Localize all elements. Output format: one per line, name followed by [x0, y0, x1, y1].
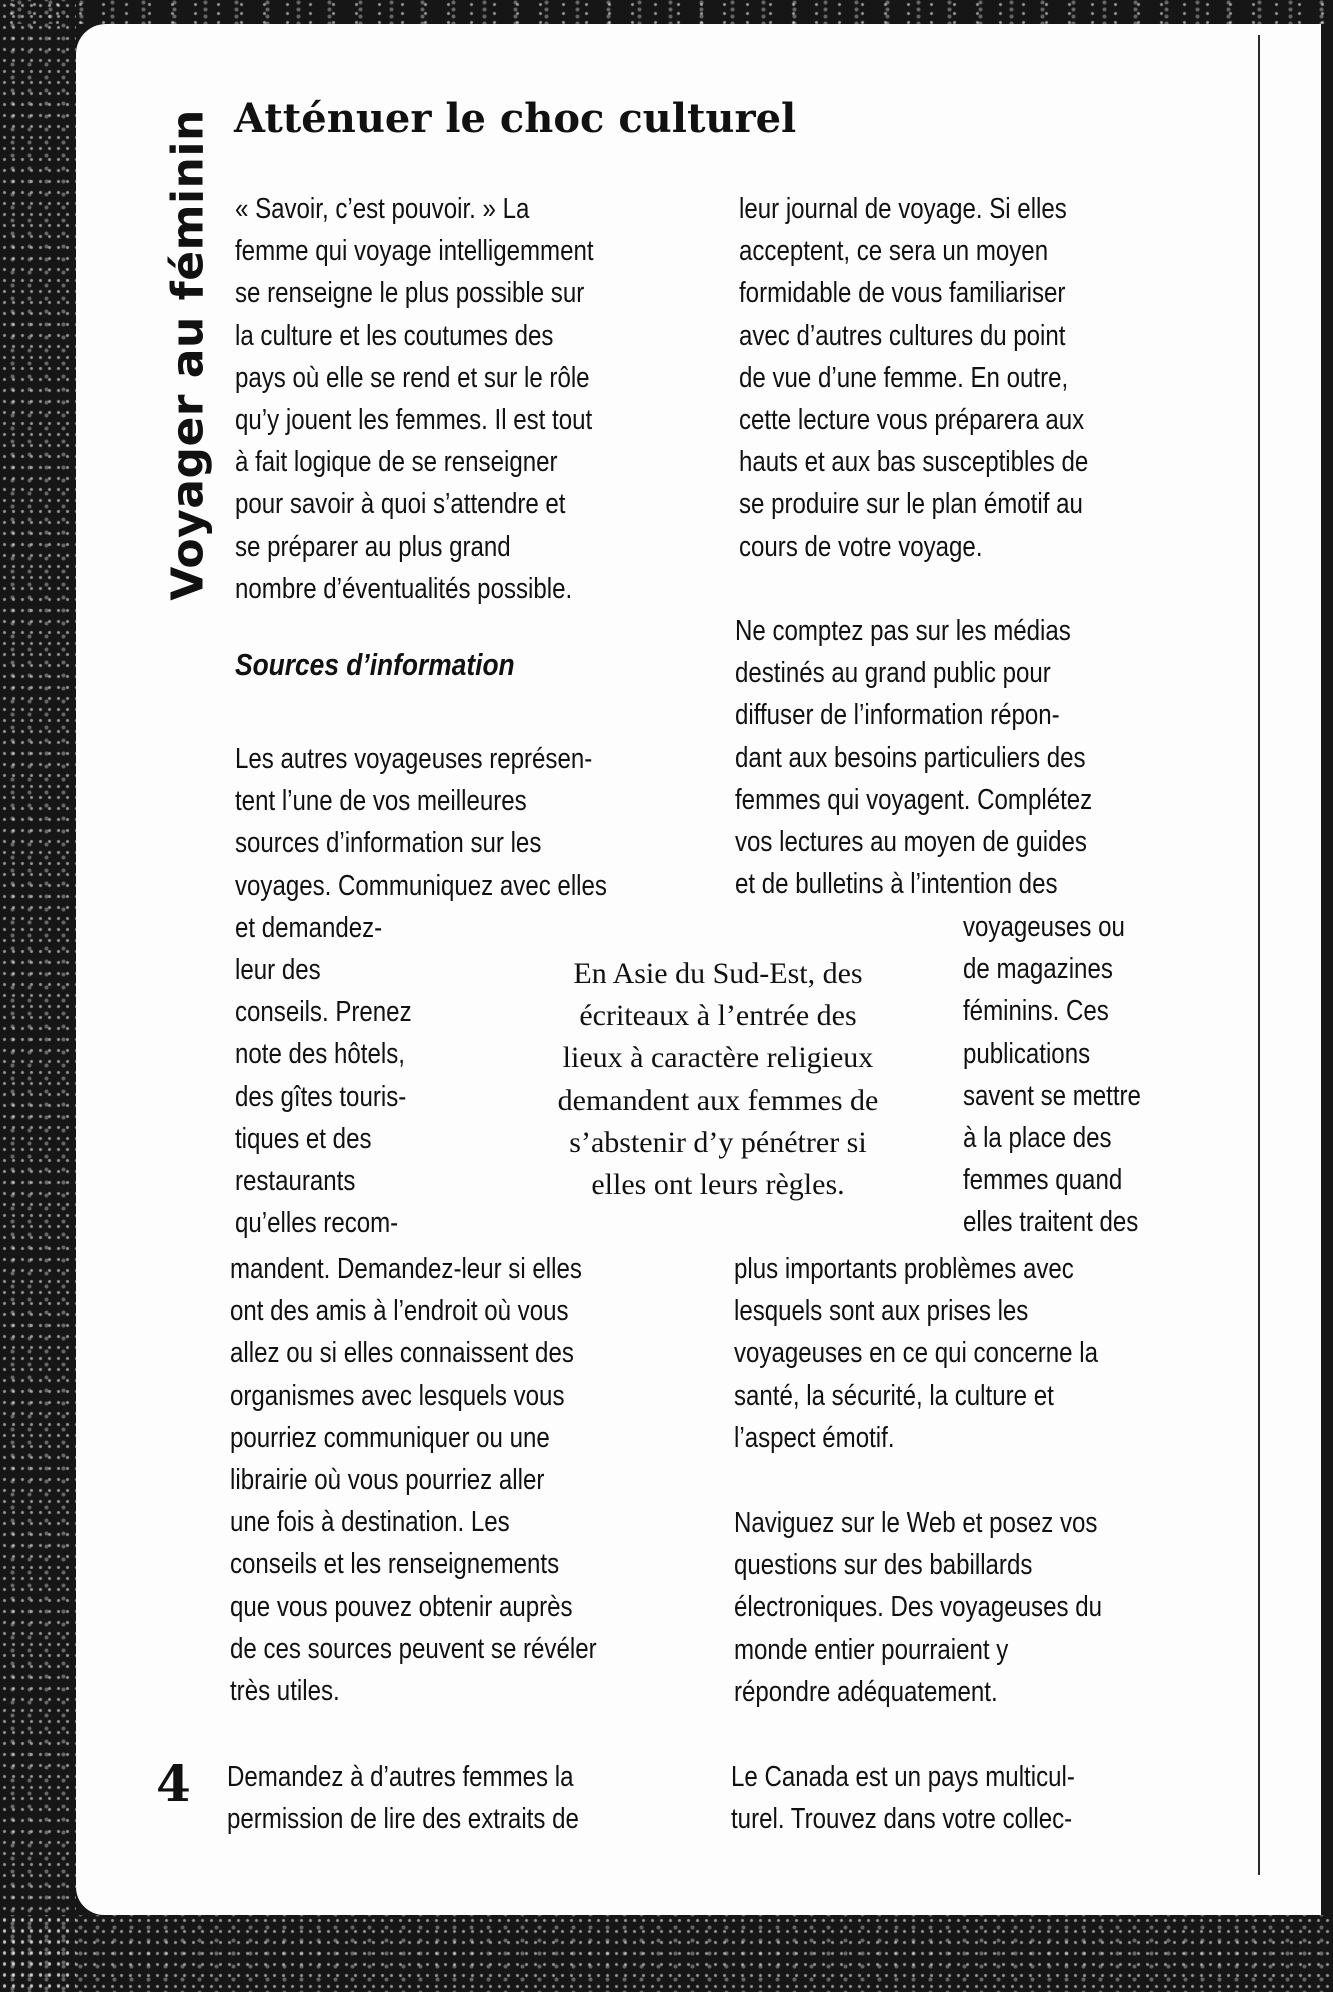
journal-paragraph: Demandez à d’autres femmes la permission de lire des extraits de [227, 1761, 579, 1836]
pull-quote: En Asie du Sud-Est, des écriteaux à l’entrée des lieux à caractère religieux demandent aux femmes de s’abstenir d’y pénétrer si elles ont leurs règles. [557, 957, 879, 1202]
section-heading: Sources d’information [235, 647, 515, 682]
journal-paragraph-continued: leur journal de voyage. Si elles acceptent, ce sera un moyen formidable de vous familiariser avec d’autres cultures du point de vue d’une femme. En outre, cette lecture vous préparera aux hauts et aux bas susceptibles de se produire sur le plan émotif au cours de votre voyage. [739, 193, 1089, 563]
page-fold-line [1258, 35, 1260, 1875]
page-edge-left [0, 0, 76, 1992]
web-paragraph: Naviguez sur le Web et posez vos questions sur des babillards électroniques. Des voyageuses du monde entier pourraient y répondre adéquatement. [734, 1507, 1102, 1708]
intro-paragraph: « Savoir, c’est pouvoir. » La femme qui voyage intelligemment se renseigne le plus possible sur la culture et les coutumes des pays où elle se rend et sur le rôle qu’y jouent les femmes. Il est tout à fait logique de se renseigner pour savoir à quoi s’attendre et se préparer au plus grand nombre d’éventualités possible. [235, 193, 594, 605]
media-paragraph-bottom: plus importants problèmes avec lesquels sont aux prises les voyageuses en ce qui concerne la santé, la sécurité, la culture et l’aspect émotif. [734, 1253, 1098, 1454]
page-number: 4 [156, 1754, 191, 1813]
sources-paragraph-bottom: mandent. Demandez-leur si elles ont des amis à l’endroit où vous allez ou si elles connaissent des organismes avec lesquels vous pourriez communiquer ou une librairie où vous pourriez aller une fois à destination. Les conseils et les renseignements que vous pouvez obtenir auprès de ces sources peuvent se révéler très utiles. [230, 1253, 597, 1708]
media-paragraph-wrap: voyageuses ou de magazines féminins. Ces publications savent se mettre à la place des femmes quand elles traitent des [963, 911, 1141, 1239]
page-edge-top [0, 0, 1333, 24]
sources-paragraph-top: Les autres voyageuses représen- tent l’une de vos meilleures sources d’information sur les voyages. Communiquez avec elles et demandez- leur des conseils. Prenez note des hôtels, des gîtes touris- tiques et des restaurants qu’elles recom- [235, 743, 607, 1240]
page-edge-bottom [0, 1915, 1333, 1992]
running-title: Voyager au féminin [162, 109, 214, 601]
page-title: Atténuer le choc culturel [234, 95, 797, 142]
canada-paragraph: Le Canada est un pays multicul- turel. Trouvez dans votre collec- [731, 1761, 1075, 1836]
media-paragraph-top: Ne comptez pas sur les médias destinés au grand public pour diffuser de l’information répon- dant aux besoins particuliers des femmes qui voyagent. Complétez vos lectures au moyen de guides et de bulletins à l’intention des [735, 615, 1093, 901]
